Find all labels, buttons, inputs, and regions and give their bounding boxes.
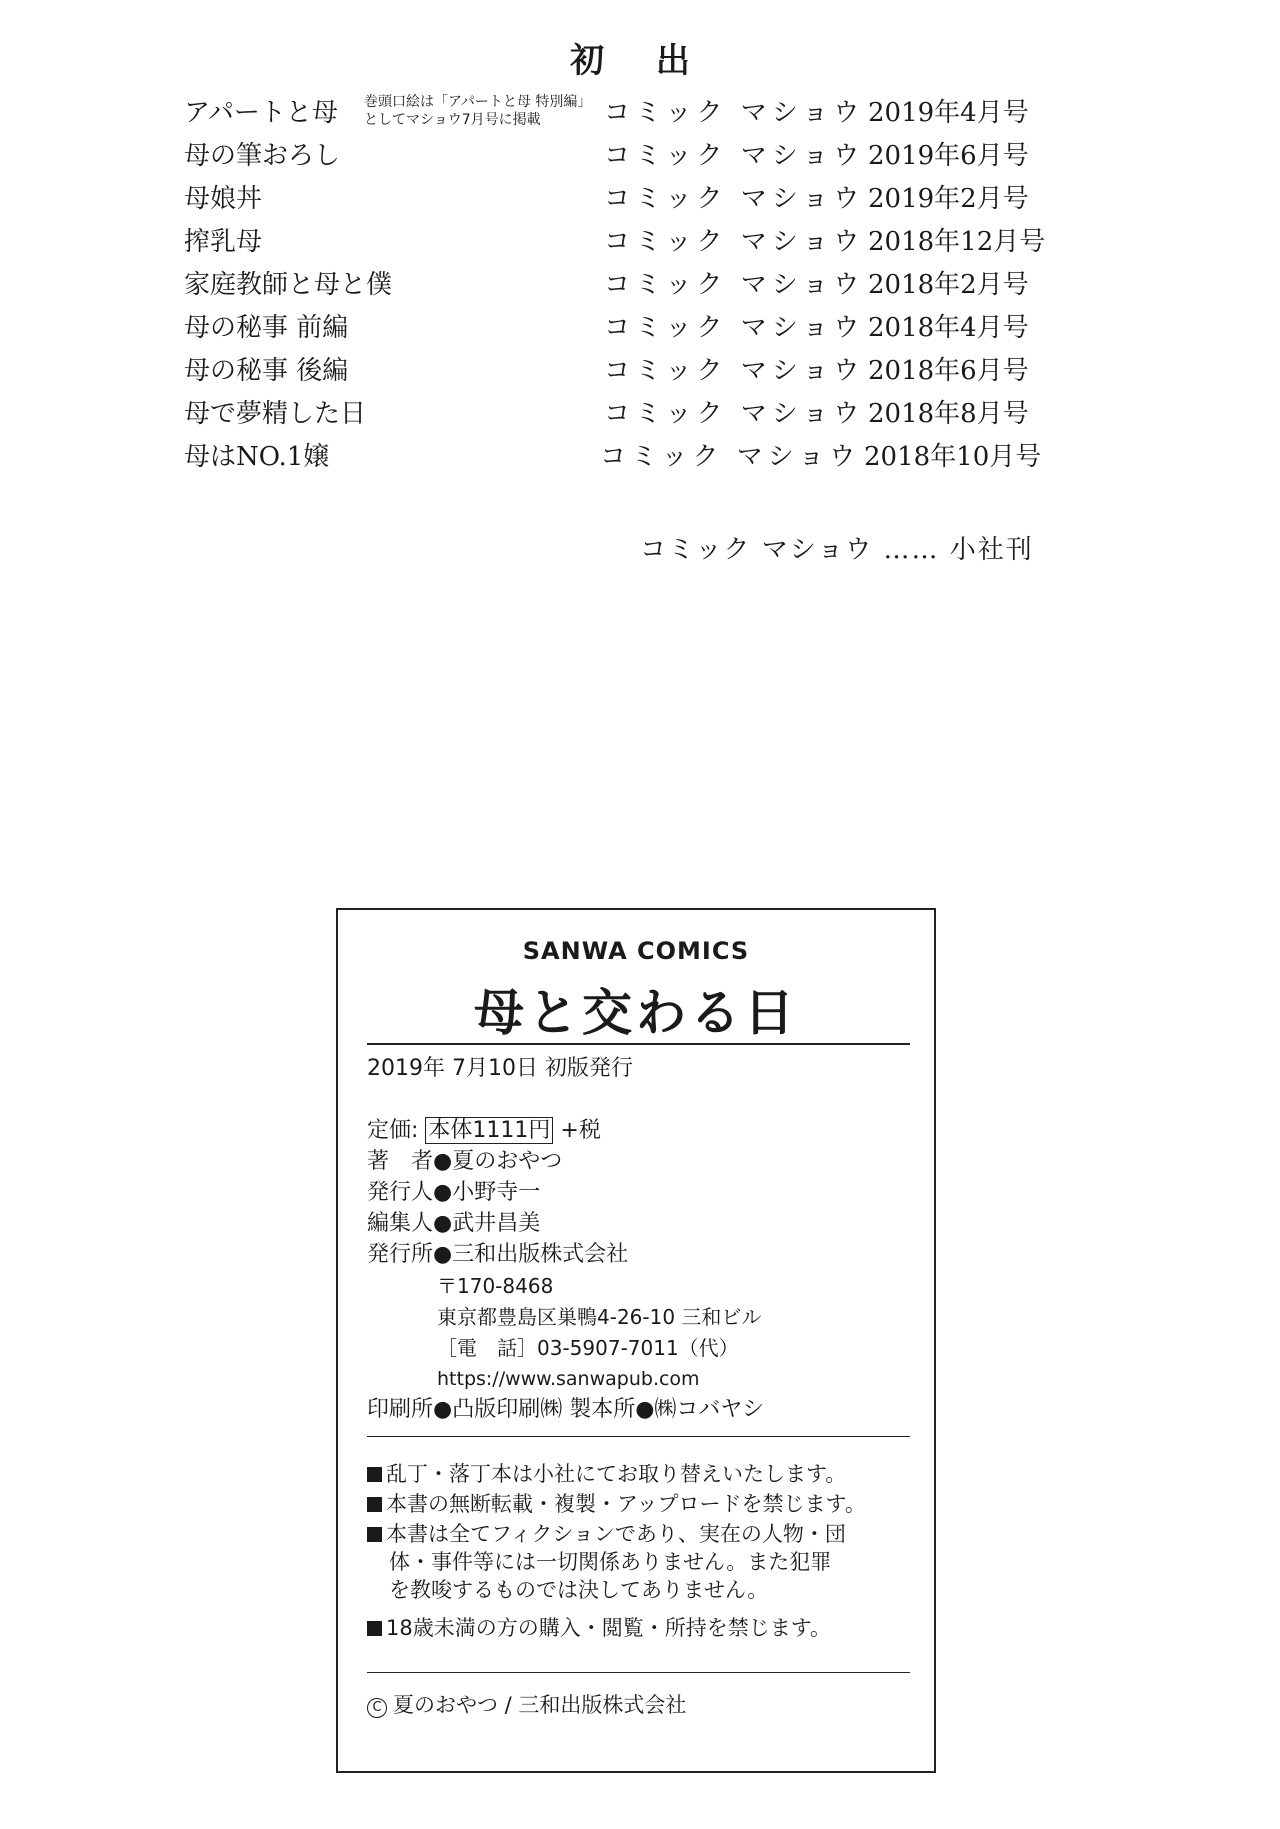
story-title: 母で夢精した日 [184, 399, 367, 429]
issue-date: 2018年6月号 [868, 356, 1029, 386]
list-item [0, 179, 1280, 219]
notice-copying: 本書の無断転載・複製・アップロードを禁じます。 [367, 1490, 927, 1518]
section-divider [367, 1672, 910, 1673]
author-line: 著 者●夏のおやつ [367, 1149, 563, 1174]
price-label: 定価: [367, 1118, 419, 1143]
story-title: アパートと母 [184, 98, 338, 128]
first-appearance-heading: 初 出 [570, 41, 710, 81]
magazine-name: コミック マショウ [604, 356, 865, 386]
issue-date: 2019年4月号 [868, 98, 1029, 128]
website-url: https://www.sanwapub.com [437, 1368, 700, 1390]
story-title: 母はNO.1嬢 [184, 442, 330, 472]
series-label: SANWA COMICS [522, 937, 750, 965]
list-item [0, 394, 1280, 434]
magazine-name: コミック マショウ [604, 313, 865, 343]
price-value: 本体1111円 [425, 1117, 553, 1144]
issue-date: 2018年10月号 [864, 442, 1042, 472]
story-title: 母の秘事 前編 [184, 313, 349, 343]
publisher-person-line: 発行人●小野寺一 [367, 1180, 541, 1205]
title-divider [367, 1043, 910, 1045]
issue-date: 2019年2月号 [868, 184, 1029, 214]
magazine-name: コミック マショウ [604, 227, 865, 257]
notice-fiction: 本書は全てフィクションであり、実在の人物・団 体・事件等には一切関係ありません。また犯罪 を教唆するものでは決してありません。 [367, 1520, 927, 1604]
square-bullet-icon [367, 1527, 382, 1542]
notice-replacement: 乱丁・落丁本は小社にてお取り替えいたします。 [367, 1460, 927, 1488]
story-title: 母娘丼 [184, 184, 263, 214]
publisher-line: 発行所●三和出版株式会社 [367, 1242, 629, 1267]
price-line [367, 1116, 601, 1146]
list-item [0, 136, 1280, 176]
magazine-name: コミック マショウ [604, 98, 865, 128]
book-title: 母と交わる日 [474, 983, 798, 1042]
editor-line: 編集人●武井昌美 [367, 1211, 541, 1236]
printing-line: 印刷所●凸版印刷㈱ 製本所●㈱コバヤシ [367, 1397, 765, 1422]
publisher-footnote: コミック マショウ …… 小社刊 [640, 535, 1034, 565]
list-item [0, 93, 1280, 133]
section-divider [367, 1436, 910, 1437]
list-item [0, 308, 1280, 348]
story-title: 母の筆おろし [184, 141, 341, 171]
address: 東京都豊島区巣鴨4-26-10 三和ビル [437, 1305, 762, 1329]
issue-date: 2018年4月号 [868, 313, 1029, 343]
edition-date: 2019年 7月10日 初版発行 [367, 1056, 633, 1081]
list-item [0, 222, 1280, 262]
issue-date: 2018年8月号 [868, 399, 1029, 429]
postal-code: 〒170-8468 [437, 1274, 554, 1298]
square-bullet-icon [367, 1467, 382, 1482]
issue-date: 2018年12月号 [868, 227, 1046, 257]
magazine-name: コミック マショウ [604, 184, 865, 214]
square-bullet-icon [367, 1621, 382, 1636]
price-tax: +税 [560, 1118, 601, 1143]
story-note: 巻頭口絵は「アパートと母 特別編」 としてマショウ7月号に掲載 [364, 94, 592, 128]
list-item [0, 351, 1280, 391]
story-title: 搾乳母 [184, 227, 263, 257]
copyright-line: C 夏のおやつ / 三和出版株式会社 [367, 1690, 686, 1720]
list-item [0, 265, 1280, 305]
first-appearance-list [0, 93, 1280, 493]
phone: ［電 話］03-5907-7011（代） [437, 1336, 739, 1360]
square-bullet-icon [367, 1497, 382, 1512]
copyright-icon: C [367, 1698, 387, 1718]
issue-date: 2019年6月号 [868, 141, 1029, 171]
story-title: 家庭教師と母と僕 [184, 270, 393, 300]
magazine-name: コミック マショウ [604, 141, 865, 171]
magazine-name: コミック マショウ [604, 399, 865, 429]
issue-date: 2018年2月号 [868, 270, 1029, 300]
notice-age-restriction: 18歳未満の方の購入・閲覧・所持を禁じます。 [367, 1614, 927, 1642]
colophon-box [336, 908, 936, 1773]
magazine-name: コミック マショウ [604, 270, 865, 300]
list-item [0, 437, 1280, 477]
magazine-name: コミック マショウ [600, 442, 861, 472]
story-title: 母の秘事 後編 [184, 356, 349, 386]
